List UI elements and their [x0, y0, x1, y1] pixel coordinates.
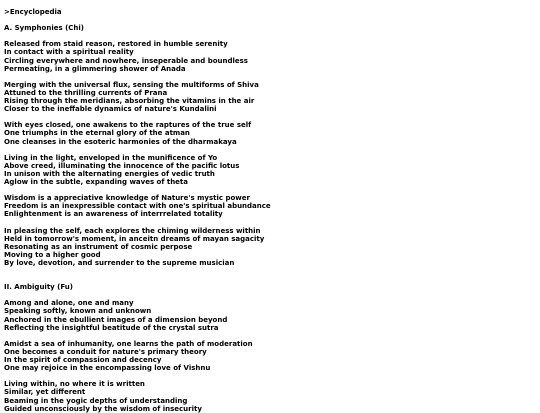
section-symphonies — [4, 24, 536, 267]
verse-line: Permeating, in a glimmering shower of Anada — [4, 64, 186, 73]
verse-line: Among and alone, one and many — [4, 299, 134, 308]
verse-line: Living in the light, enveloped in the munificence of Yo — [4, 153, 218, 162]
stanza — [4, 154, 536, 186]
verse-line: Anchored in the ebullient images of a dimension beyond — [4, 315, 228, 324]
stanza — [4, 227, 536, 267]
section-heading: II. Ambiguity (Fu) — [4, 283, 73, 292]
verse-line: One becomes a conduit for nature's primary theory — [4, 347, 207, 356]
verse-line: Aglow in the subtle, expanding waves of theta — [4, 177, 188, 186]
verse-line: Living within, no where it is written — [4, 380, 145, 389]
document-page — [4, 8, 536, 413]
verse-line: One may rejoice in the encompassing love of Vishnu — [4, 364, 211, 373]
verse-line: Beaming in the yogic depths of understanding — [4, 396, 188, 405]
encyclopedia-link[interactable]: >Encyclopedia — [4, 8, 62, 16]
verse-line: One triumphs in the eternal glory of the atman — [4, 129, 190, 138]
verse-line: Above creed, illuminating the innocence of the pacific lotus — [4, 161, 240, 170]
verse-line: Reflecting the insightful beatitude of the crystal sutra — [4, 323, 219, 332]
section-heading: A. Symphonies (Chi) — [4, 24, 84, 33]
stanza — [4, 121, 536, 145]
verse-line: Wisdom is a appreciative knowledge of Nature's mystic power — [4, 194, 250, 203]
verse-line: Released from staid reason, restored in humble serenity — [4, 40, 228, 49]
stanza — [4, 40, 536, 72]
verse-line: Speaking softly, known and unknown — [4, 307, 152, 316]
verse-line: Freedom is an inexpressible contact with one's spiritual abundance — [4, 202, 271, 211]
stanza — [4, 299, 536, 331]
verse-line: Similar, yet different — [4, 388, 86, 397]
verse-line: Held in tomorrow's moment, in anceitn dreams of mayan sagacity — [4, 234, 265, 243]
verse-line: In the spirit of compassion and decency — [4, 356, 162, 365]
stanza — [4, 380, 536, 412]
stanza — [4, 81, 536, 113]
verse-line: Amidst a sea of inhumanity, one learns the path of moderation — [4, 339, 253, 348]
verse-line: With eyes closed, one awakens to the raptures of the true self — [4, 121, 252, 130]
verse-line: By love, devotion, and surrender to the supreme musician — [4, 258, 235, 267]
verse-line: Closer to the ineffable dynamics of nature's Kundalini — [4, 105, 217, 114]
stanza — [4, 194, 536, 218]
stanza — [4, 340, 536, 372]
verse-line: Enlightenment is an awareness of interrrelated totality — [4, 210, 223, 219]
verse-line: Attuned to the thrilling currents of Prana — [4, 88, 168, 97]
verse-line: In pleasing the self, each explores the chiming wilderness within — [4, 226, 261, 235]
verse-line: Rising through the meridians, absorbing the vitamins in the air — [4, 97, 255, 106]
verse-line: One cleanses in the esoteric harmonies of the dharmakaya — [4, 137, 237, 146]
verse-line: Resonating as an instrument of cosmic perpose — [4, 242, 193, 251]
verse-line: Merging with the universal flux, sensing the multiforms of Shiva — [4, 80, 259, 89]
verse-line: Circling everywhere and nowhere, inseperable and boundless — [4, 56, 248, 65]
verse-line: Guided unconsciously by the wisdom of insecurity — [4, 404, 202, 413]
verse-line: Moving to a higher good — [4, 250, 101, 259]
section-ambiguity — [4, 283, 536, 413]
verse-line: In unison with the alternating energies of vedic truth — [4, 169, 215, 178]
verse-line: In contact with a spiritual reality — [4, 48, 134, 57]
